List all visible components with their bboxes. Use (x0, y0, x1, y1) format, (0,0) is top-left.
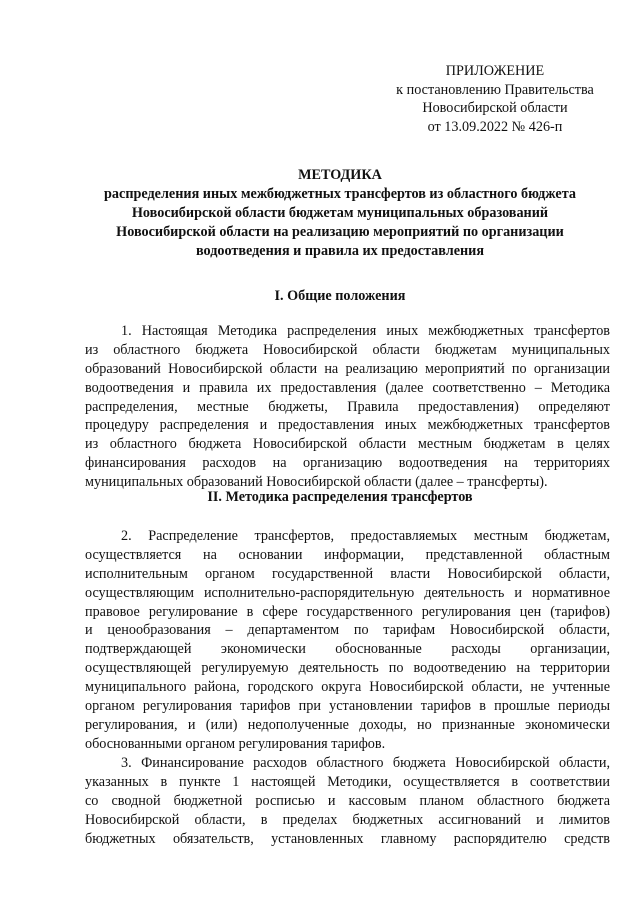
text-line: процедуру распределения и предоставления иных межбюджетных трансфертов (85, 417, 610, 434)
text-line: правовое регулирование в сфере государственного регулирования цен (тарифов) (85, 603, 610, 620)
text-line: осуществляется на основании информации, представленной областным (85, 546, 610, 563)
text-line: муниципальных образований Новосибирской области (далее – трансферты). (85, 474, 548, 491)
text-line: и ценообразования – департаментом по тарифам Новосибирской области, (85, 622, 610, 639)
appendix-region: Новосибирской области (422, 100, 568, 116)
title-line: Новосибирской области бюджетам муниципальных образований (131, 205, 549, 221)
text-line: бюджетных обязательств, установленных главному распорядителю средств (85, 830, 610, 847)
appendix-label: ПРИЛОЖЕНИЕ (445, 63, 545, 79)
text-line: регулирования, и (или) недополученные доходы, но признанные экономически (85, 716, 610, 733)
title-line: водоотведения и правила их предоставления (195, 243, 485, 259)
section-heading-general: I. Общие положения (274, 288, 406, 304)
section-heading-methodology: II. Методика распределения трансфертов (207, 489, 473, 505)
text-line: указанных в пункте 1 настоящей Методики, осуществляется в соответствии (85, 773, 610, 790)
text-line: органом регулирования тарифов при установлении тарифов в прошлые периоды (85, 698, 610, 715)
text-line: 3. Финансирование расходов областного бюджета Новосибирской области, (121, 755, 610, 771)
text-line: осуществляющей регулируемую деятельность по водоотведению на территории (85, 660, 610, 677)
text-line: со сводной бюджетной росписью и кассовым планом областного бюджета (85, 792, 610, 809)
appendix-date-number: от 13.09.2022 № 426-п (427, 118, 563, 135)
text-line: водоотведения и правила их предоставления (далее соответственно – Методика (85, 379, 610, 396)
text-line: исполнительным органом государственной власти Новосибирской области, (85, 565, 610, 582)
title-line: распределения иных межбюджетных трансфертов из областного бюджета (104, 186, 576, 202)
text-line: обоснованными органом регулирования тарифов. (85, 735, 386, 752)
text-line: подтверждающей экономически обоснованные расходы организации, (85, 641, 610, 658)
text-line: финансирования расходов на организацию водоотведения на территориях (85, 455, 610, 472)
text-line: муниципального района, городского округа Новосибирской области, не учтенные (85, 679, 610, 696)
appendix-header (380, 62, 610, 136)
text-line: образований Новосибирской области на реализацию мероприятий по организации (85, 360, 610, 377)
title-line: МЕТОДИКА (298, 167, 382, 183)
paragraph-3 (85, 754, 610, 848)
appendix-decree-ref: к постановлению Правительства (396, 81, 594, 98)
paragraph-1 (85, 322, 610, 492)
text-line: 2. Распределение трансфертов, предоставляемых местным бюджетам, (121, 528, 610, 544)
paragraph-2 (85, 527, 610, 754)
text-line: Новосибирской области, в пределах бюджетных ассигнований и лимитов (85, 811, 610, 828)
text-line: распределения, местные бюджеты, Правила предоставления) определяют (85, 398, 610, 415)
text-line: 1. Настоящая Методика распределения иных межбюджетных трансфертов (121, 323, 610, 339)
text-line: из областного бюджета Новосибирской области бюджетам муниципальных (85, 341, 610, 358)
document-title (60, 166, 620, 261)
title-line: Новосибирской области на реализацию мероприятий по организации (116, 224, 564, 240)
text-line: осуществляющим исполнительно-распорядительную деятельность и нормативное (85, 584, 610, 601)
text-line: из областного бюджета Новосибирской области местным бюджетам в целях (85, 436, 610, 453)
